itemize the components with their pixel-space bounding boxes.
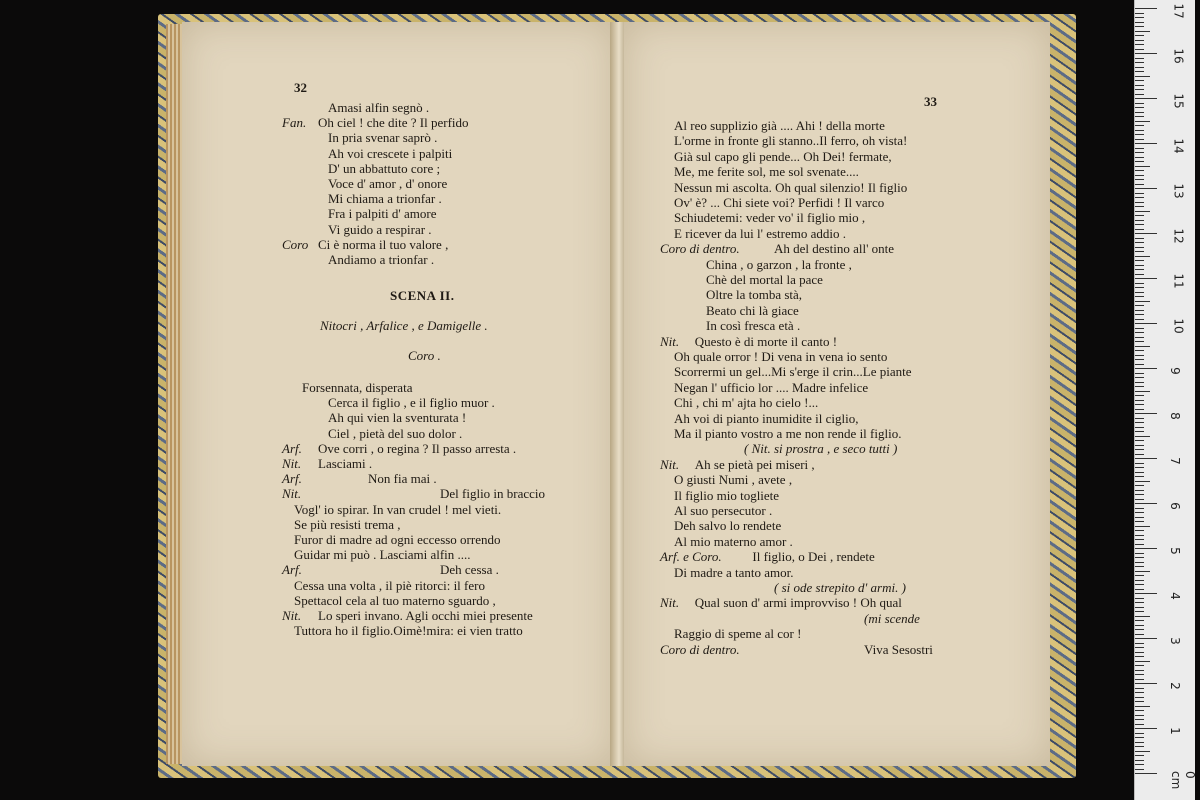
ruler-tick — [1135, 8, 1157, 9]
ruler-number: 9 — [1167, 367, 1182, 375]
verse-line: Lasciami . — [318, 456, 373, 471]
verse-line: Ove corri , o regina ? Il passo arresta . — [318, 440, 517, 456]
ruler-tick — [1135, 494, 1144, 495]
verse-line: Non fia mai . — [368, 471, 437, 487]
verse-line: In pria svenar saprò . — [328, 130, 438, 146]
ruler-tick — [1135, 170, 1144, 171]
right-page — [624, 22, 1050, 766]
ruler-tick — [1135, 566, 1144, 567]
ruler-tick — [1135, 607, 1144, 608]
ruler-tick — [1135, 148, 1144, 149]
ruler-tick — [1135, 751, 1150, 752]
ruler-number: 15 — [1171, 93, 1186, 109]
left-page — [182, 22, 615, 766]
verse-line: Oh ciel ! che dite ? Il perfido — [318, 115, 469, 131]
ruler-tick — [1135, 769, 1144, 770]
ruler-tick — [1135, 341, 1144, 342]
ruler-tick — [1135, 584, 1144, 585]
ruler-tick — [1135, 134, 1144, 135]
verse-line: Furor di madre ad ogni eccesso orrendo — [294, 532, 501, 547]
ruler-number: 12 — [1171, 228, 1186, 244]
verse-line: Ah del destino all' onte — [774, 241, 895, 257]
ruler-tick — [1135, 373, 1144, 374]
verse-line: Nessun mi ascolta. Oh qual silenzio! Il figlio — [674, 179, 908, 195]
ruler-number: 5 — [1167, 547, 1182, 555]
ruler-tick — [1135, 400, 1144, 401]
ruler-tick — [1135, 364, 1144, 365]
ruler-tick — [1135, 89, 1144, 90]
verse-line: Cessa una volta , il piè ritorci: il fero — [294, 577, 485, 593]
page-number-left: 32 — [294, 80, 307, 95]
verse-line: Il figlio mio togliete — [674, 487, 780, 503]
ruler-tick — [1135, 760, 1144, 761]
ruler-tick — [1135, 724, 1144, 725]
ruler-tick — [1135, 503, 1157, 504]
verse-line: Tuttora ho il figlio.Oimè!mira: ei vien tratto — [294, 623, 523, 639]
ruler-tick — [1135, 359, 1144, 360]
ruler-tick — [1135, 125, 1144, 126]
ruler-tick — [1135, 571, 1150, 572]
verse-line: Beato chi là giace — [706, 302, 799, 318]
ruler-tick — [1135, 638, 1157, 639]
ruler-tick — [1135, 211, 1150, 212]
verse-line: Ah voi di pianto inumidite il ciglio, — [674, 410, 859, 426]
ruler-tick — [1135, 539, 1144, 540]
ruler-tick — [1135, 688, 1144, 689]
ruler-tick — [1135, 611, 1144, 612]
ruler-tick — [1135, 436, 1150, 437]
ruler-tick — [1135, 616, 1150, 617]
ruler-tick — [1135, 188, 1157, 189]
ruler-tick — [1135, 71, 1144, 72]
ruler-tick — [1135, 215, 1144, 216]
ruler-tick — [1135, 521, 1144, 522]
verse-line: D' un abbattuto core ; — [328, 160, 441, 176]
ruler-tick — [1135, 121, 1150, 122]
ruler-tick — [1135, 116, 1144, 117]
ruler-tick — [1135, 404, 1144, 405]
ruler-tick — [1135, 85, 1144, 86]
scene-title: SCENA II. — [390, 288, 455, 303]
ruler-tick — [1135, 76, 1150, 77]
ruler-tick — [1135, 206, 1144, 207]
ruler-tick — [1135, 458, 1157, 459]
ruler-tick — [1135, 278, 1157, 279]
speaker-label: Arf. — [282, 440, 302, 456]
ruler-tick — [1135, 94, 1144, 95]
verse-line: Ci è norma il tuo valore , — [318, 236, 449, 252]
ruler-tick — [1135, 449, 1144, 450]
verse-line: Vogl' io spirar. In van crudel ! mel vieti. — [294, 501, 502, 517]
ruler-tick — [1135, 661, 1150, 662]
page-number-right: 33 — [924, 94, 937, 109]
ruler-number: 7 — [1167, 457, 1182, 465]
ruler-tick — [1135, 692, 1144, 693]
verse-line: Ov' è? ... Chi siete voi? Perfidi ! Il varco — [674, 195, 885, 210]
ruler-tick — [1135, 301, 1150, 302]
speaker-label: Coro di dentro. — [660, 241, 740, 257]
speaker-label: Fan. — [282, 115, 307, 131]
ruler-tick — [1135, 224, 1144, 225]
verse-line: Ma il pianto vostro a me non rende il figlio. — [674, 426, 902, 441]
ruler-tick — [1135, 112, 1144, 113]
ruler-tick — [1135, 454, 1144, 455]
ruler-tick — [1135, 184, 1144, 185]
ruler-tick — [1135, 706, 1150, 707]
ruler-tick — [1135, 625, 1144, 626]
verse-line: Vi guido a respirar . — [328, 221, 432, 237]
ruler-tick — [1135, 40, 1144, 41]
ruler-tick — [1135, 13, 1144, 14]
ruler-tick — [1135, 233, 1157, 234]
ruler-tick — [1135, 413, 1157, 414]
ruler-tick — [1135, 517, 1144, 518]
ruler-tick — [1135, 670, 1144, 671]
ruler-tick — [1135, 35, 1144, 36]
verse-line: Oltre la tomba stà, — [706, 287, 803, 303]
ruler-tick — [1135, 647, 1144, 648]
ruler-tick — [1135, 485, 1144, 486]
ruler-tick — [1135, 467, 1144, 468]
ruler-tick — [1135, 337, 1144, 338]
ruler-tick — [1135, 274, 1144, 275]
ruler-tick — [1135, 440, 1144, 441]
ruler-tick — [1135, 701, 1144, 702]
ruler-tick — [1135, 710, 1144, 711]
ruler-tick — [1135, 202, 1144, 203]
ruler-tick — [1135, 310, 1144, 311]
ruler-tick — [1135, 242, 1144, 243]
verse-line: Amasi alfin segnò . — [328, 100, 430, 115]
ruler-tick — [1135, 292, 1144, 293]
ruler-tick — [1135, 287, 1144, 288]
verse-line: Qual suon d' armi improvviso ! Oh qual — [694, 595, 902, 611]
ruler-tick — [1135, 319, 1144, 320]
ruler-tick — [1135, 328, 1144, 329]
ruler-tick — [1135, 746, 1144, 747]
ruler-tick — [1135, 755, 1144, 756]
ruler-tick — [1135, 67, 1144, 68]
ruler-tick — [1135, 260, 1144, 261]
ruler-tick — [1135, 593, 1157, 594]
ruler-tick — [1135, 80, 1144, 81]
speaker-label: Coro di dentro. — [660, 641, 740, 657]
ruler-tick — [1135, 346, 1150, 347]
verse-line: Forsennata, disperata — [302, 380, 413, 395]
ruler-tick — [1135, 431, 1144, 432]
ruler-tick — [1135, 238, 1144, 239]
verse-line: Mi chiama a trionfar . — [328, 191, 442, 207]
verse-line: Al reo supplizio già .... Ahi ! della morte — [674, 118, 885, 133]
ruler-tick — [1135, 152, 1144, 153]
ruler-tick — [1135, 391, 1150, 392]
verse-line: Cerca il figlio , e il figlio muor . — [328, 395, 495, 411]
ruler-tick — [1135, 602, 1144, 603]
ruler-tick — [1135, 575, 1144, 576]
ruler-tick — [1135, 719, 1144, 720]
ruler-tick — [1135, 490, 1144, 491]
ruler-tick — [1135, 395, 1144, 396]
verse-line: E ricever da lui l' estremo addio . — [674, 225, 847, 241]
ruler-tick — [1135, 656, 1144, 657]
ruler-tick — [1135, 166, 1150, 167]
verse-line: Ciel , pietà del suo dolor . — [328, 425, 463, 441]
verse-line: L'orme in fronte gli stanno..Il ferro, oh vista! — [674, 133, 908, 149]
speaker-label: Nit. — [282, 608, 302, 623]
verse-line: Del figlio in braccio — [440, 486, 546, 502]
ruler-tick — [1135, 530, 1144, 531]
ruler-tick — [1135, 368, 1157, 369]
verse-line: Fra i palpiti d' amore — [328, 206, 437, 222]
ruler-tick — [1135, 332, 1144, 333]
ruler-tick — [1135, 17, 1144, 18]
ruler-number: 8 — [1167, 412, 1182, 420]
chorus-label: Coro . — [408, 348, 441, 363]
ruler-tick — [1135, 512, 1144, 513]
verse-line: Lo speri invano. Agli occhi miei presente — [318, 608, 533, 623]
verse-line: Oh quale orror ! Di vena in vena io sento — [674, 349, 888, 364]
ruler-tick — [1135, 22, 1144, 23]
verse-line: Deh cessa . — [440, 562, 499, 578]
ruler-number: 6 — [1167, 502, 1182, 510]
ruler-tick — [1135, 256, 1150, 257]
ruler-tick — [1135, 44, 1144, 45]
verse-line: Deh salvo lo rendete — [674, 518, 782, 534]
verse-line: Se più resisti trema , — [294, 516, 401, 532]
measuring-ruler — [1134, 0, 1195, 800]
ruler-tick — [1135, 179, 1144, 180]
ruler-tick — [1135, 643, 1144, 644]
verse-line: Di madre a tanto amor. — [674, 564, 794, 580]
ruler-tick — [1135, 161, 1144, 162]
ruler-tick — [1135, 350, 1144, 351]
ruler-tick — [1135, 197, 1144, 198]
ruler-tick — [1135, 481, 1150, 482]
ruler-tick — [1135, 580, 1144, 581]
verse-line: Raggio di speme al cor ! — [674, 626, 802, 642]
verse-line: In così fresca età . — [706, 318, 801, 334]
ruler-tick — [1135, 49, 1144, 50]
ruler-tick — [1135, 508, 1144, 509]
verse-line: Ah se pietà pei miseri , — [694, 456, 815, 472]
characters-line: Nitocri , Arfalice , e Damigelle . — [320, 318, 488, 333]
ruler-number: 1 — [1167, 727, 1182, 735]
ruler-tick — [1135, 742, 1144, 743]
verse-line: Viva Sesostri — [864, 641, 933, 657]
ruler-tick — [1135, 674, 1144, 675]
ruler-tick — [1135, 314, 1144, 315]
ruler-tick — [1135, 463, 1144, 464]
speaker-label: Nit. — [660, 595, 680, 611]
verse-line: (mi scende — [864, 610, 920, 626]
ruler-tick — [1135, 476, 1144, 477]
verse-line: China , o garzon , la fronte , — [706, 256, 852, 272]
ruler-tick — [1135, 175, 1144, 176]
ruler-tick — [1135, 445, 1144, 446]
ruler-tick — [1135, 323, 1157, 324]
speaker-label: Arf. — [282, 471, 302, 487]
ruler-number: 16 — [1171, 48, 1186, 64]
ruler-tick — [1135, 535, 1144, 536]
ruler-tick — [1135, 265, 1144, 266]
verse-line: Guidar mi può . Lasciami alfin .... — [294, 547, 471, 563]
ruler-tick — [1135, 143, 1157, 144]
ruler-tick — [1135, 103, 1144, 104]
ruler-tick — [1135, 418, 1144, 419]
ruler-tick — [1135, 427, 1144, 428]
verse-line: Schiudetemi: veder vo' il figlio mio , — [674, 210, 866, 226]
ruler-tick — [1135, 193, 1144, 194]
verse-line: Andiamo a trionfar . — [328, 252, 435, 267]
ruler-tick — [1135, 355, 1144, 356]
speaker-label: Nit. — [660, 333, 680, 349]
ruler-tick — [1135, 728, 1157, 729]
ruler-tick — [1135, 679, 1144, 680]
ruler-tick — [1135, 62, 1144, 63]
ruler-tick — [1135, 634, 1144, 635]
verse-line: Già sul capo gli pende... Oh Dei! fermate, — [674, 148, 892, 164]
ruler-tick — [1135, 562, 1144, 563]
ruler-tick — [1135, 409, 1144, 410]
ruler-tick — [1135, 139, 1144, 140]
verse-line: Voce d' amor , d' onore — [328, 176, 448, 191]
ruler-tick — [1135, 130, 1144, 131]
ruler-tick — [1135, 629, 1144, 630]
ruler-tick — [1135, 557, 1144, 558]
ruler-tick — [1135, 382, 1144, 383]
ruler-tick — [1135, 296, 1144, 297]
ruler-tick — [1135, 31, 1150, 32]
speaker-label: Nit. — [660, 456, 680, 472]
ruler-tick — [1135, 386, 1144, 387]
ruler-tick — [1135, 107, 1144, 108]
verse-line: ( Nit. si prostra , e seco tutti ) — [744, 441, 898, 457]
ruler-tick — [1135, 697, 1144, 698]
ruler-tick — [1135, 773, 1157, 774]
ruler-tick — [1135, 247, 1144, 248]
ruler-tick — [1135, 98, 1157, 99]
verse-line: Chè del mortal la pace — [706, 272, 823, 287]
ruler-tick — [1135, 229, 1144, 230]
ruler-tick — [1135, 598, 1144, 599]
ruler-tick — [1135, 620, 1144, 621]
ruler-tick — [1135, 157, 1144, 158]
verse-line: Negan l' ufficio lor .... Madre infelice — [674, 379, 869, 395]
ruler-number: 2 — [1167, 682, 1182, 690]
ruler-tick — [1135, 499, 1144, 500]
ruler-tick — [1135, 422, 1144, 423]
ruler-number: 17 — [1171, 3, 1186, 19]
ruler-tick — [1135, 58, 1144, 59]
ruler-number: 14 — [1171, 138, 1186, 154]
ruler-tick — [1135, 548, 1157, 549]
ruler-tick — [1135, 251, 1144, 252]
ruler-number: 11 — [1171, 273, 1186, 289]
ruler-tick — [1135, 652, 1144, 653]
verse-line: Questo è di morte il canto ! — [694, 333, 838, 349]
ruler-tick — [1135, 553, 1144, 554]
verse-line: Ah qui vien la sventurata ! — [328, 410, 467, 426]
verse-line: Il figlio, o Dei , rendete — [752, 549, 875, 565]
ruler-tick — [1135, 764, 1144, 765]
ruler-tick — [1135, 526, 1150, 527]
verse-line: Ah voi crescete i palpiti — [328, 145, 453, 161]
speaker-label: Arf. e Coro. — [660, 549, 722, 565]
speaker-label: Coro — [282, 236, 309, 252]
verse-line: ( si ode strepito d' armi. ) — [774, 580, 906, 595]
speaker-label: Arf. — [282, 562, 302, 578]
verse-line: Al mio materno amor . — [674, 533, 793, 549]
verse-line: O giusti Numi , avete , — [674, 472, 793, 488]
ruler-number: 0 cm — [1169, 771, 1197, 790]
ruler-tick — [1135, 305, 1144, 306]
ruler-tick — [1135, 269, 1144, 270]
ruler-number: 4 — [1167, 592, 1182, 600]
verse-line: Spettacol cela al tuo materno sguardo , — [294, 592, 496, 608]
ruler-tick — [1135, 589, 1144, 590]
ruler-tick — [1135, 715, 1144, 716]
ruler-tick — [1135, 733, 1144, 734]
verse-line: Al suo persecutor . — [674, 503, 773, 518]
ruler-tick — [1135, 472, 1144, 473]
speaker-label: Nit. — [282, 456, 302, 471]
speaker-label: Nit. — [282, 486, 302, 502]
ruler-number: 13 — [1171, 183, 1186, 199]
verse-line: Chi , chi m' ajta ho cielo !... — [674, 395, 819, 411]
ruler-tick — [1135, 544, 1144, 545]
ruler-tick — [1135, 283, 1144, 284]
ruler-number: 3 — [1167, 637, 1182, 645]
verse-line: Scorrermi un gel...Mi s'erge il crin...Le piante — [674, 364, 912, 380]
verse-line: Me, me ferite sol, me sol svenate.... — [674, 164, 859, 180]
ruler-tick — [1135, 377, 1144, 378]
ruler-tick — [1135, 26, 1144, 27]
ruler-tick — [1135, 53, 1157, 54]
ruler-tick — [1135, 220, 1144, 221]
ruler-tick — [1135, 683, 1157, 684]
ruler-tick — [1135, 737, 1144, 738]
ruler-number: 10 — [1171, 318, 1186, 334]
ruler-tick — [1135, 665, 1144, 666]
